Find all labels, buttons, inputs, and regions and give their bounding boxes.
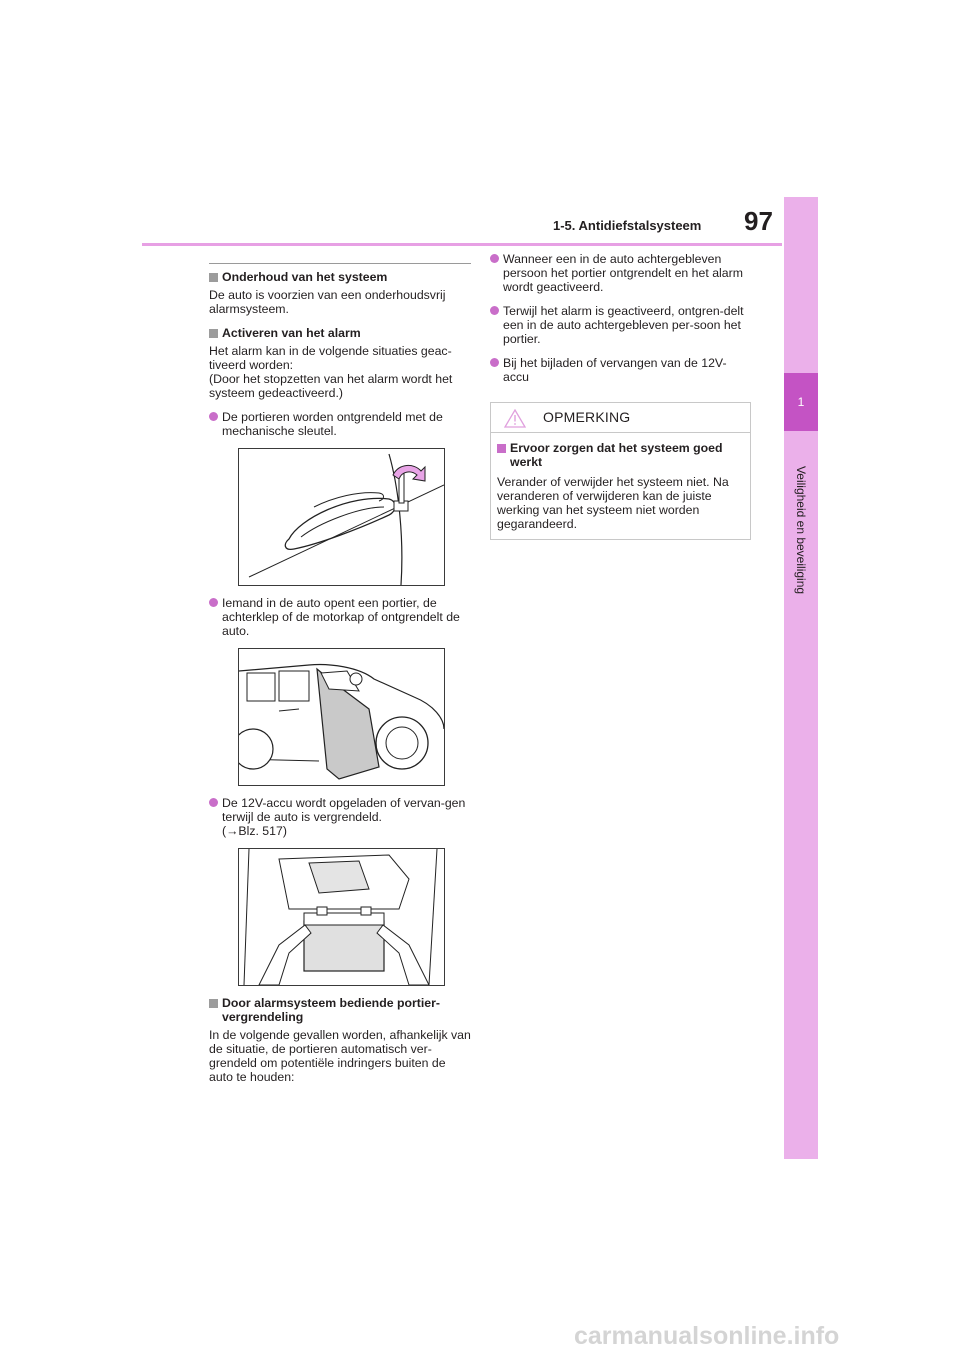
door-handle-svg — [239, 449, 444, 585]
bullet-someone-opens-door — [209, 596, 471, 638]
paragraph-activate-alarm — [209, 344, 471, 400]
notice-header — [491, 403, 750, 433]
door-handle-key-illustration — [238, 448, 445, 586]
heading-text: Ervoor zorgen dat het systeem goed werkt — [510, 441, 723, 469]
bullet-text: Bij het bijladen of vervangen van de 12V-accu — [503, 356, 727, 384]
bullet-text: Terwijl het alarm is geactiveerd, ontgren-delt een in de auto achtergebleven per-soon het portier. — [503, 304, 744, 346]
notice-body — [491, 433, 750, 539]
bullet-battery-charging — [209, 796, 471, 838]
left-column — [209, 263, 471, 1094]
bullet-text: Iemand in de auto opent een portier, de achterklep of de motorkap of ontgrendelt de auto. — [222, 596, 460, 638]
round-bullet-icon — [209, 412, 218, 421]
paragraph-line: (Door het stopzetten van het alarm wordt het systeem gedeactiveerd.) — [209, 372, 453, 400]
chapter-number-tab: 1 — [784, 373, 818, 431]
square-bullet-icon — [209, 329, 218, 338]
page-number: 97 — [744, 206, 773, 236]
chapter-label: Veiligheid en beveiliging — [794, 465, 808, 595]
paragraph-line: Het alarm kan in de volgende situaties geac-tiveerd worden: — [209, 344, 452, 372]
page-reference: (→Blz. 517) — [222, 824, 287, 838]
car-door-svg — [239, 649, 444, 785]
section-title: 1-5. Antidiefstalsysteem — [553, 218, 702, 233]
bullet-text: Wanneer een in de auto achtergebleven persoon het portier ontgrendelt en het alarm wordt geactiveerd. — [503, 252, 743, 294]
right-column — [490, 252, 752, 394]
round-bullet-icon — [490, 254, 499, 263]
round-bullet-icon — [490, 358, 499, 367]
bullet-battery — [490, 356, 752, 384]
round-bullet-icon — [490, 306, 499, 315]
bullet-occupant-unlocks — [490, 252, 752, 294]
square-bullet-icon — [209, 999, 218, 1008]
notice-text: Verander of verwijder het systeem niet. Na veranderen of verwijderen kan de juiste werking van het systeem niet worden gegarandeerd. — [497, 475, 729, 531]
chapter-side-tab — [784, 197, 818, 1159]
round-bullet-icon — [209, 598, 218, 607]
round-bullet-icon — [209, 798, 218, 807]
battery-svg — [239, 849, 444, 985]
notice-title: OPMERKING — [543, 409, 631, 425]
watermark: carmanualsonline.info — [574, 1322, 840, 1350]
warning-triangle-icon — [504, 409, 526, 428]
header-rule — [142, 243, 782, 246]
heading-activate-alarm — [209, 326, 471, 340]
paragraph-maintenance: De auto is voorzien van een onderhoudsvrij alarmsysteem. — [209, 288, 446, 316]
battery-replacement-illustration — [238, 848, 445, 986]
notice-box — [490, 402, 751, 540]
bullet-text: De 12V-accu wordt opgeladen of vervan-gen terwijl de auto is vergrendeld. — [222, 796, 466, 824]
car-open-door-illustration — [238, 648, 445, 786]
column-rule — [209, 263, 471, 264]
heading-alarm-door-lock — [209, 996, 471, 1024]
heading-text: Onderhoud van het systeem — [222, 270, 388, 284]
bullet-occupant-unlocks-active — [490, 304, 752, 346]
heading-maintenance — [209, 270, 471, 284]
square-bullet-icon — [209, 273, 218, 282]
square-bullet-icon — [497, 444, 506, 453]
bullet-text: De portieren worden ontgrendeld met de mechanische sleutel. — [222, 410, 443, 438]
paragraph-alarm-door-lock: In de volgende gevallen worden, afhankelijk van de situatie, de portieren automatisch ver-grendeld om potentiële indringers buiten de auto te houden: — [209, 1028, 471, 1084]
notice-heading — [497, 441, 744, 469]
heading-text: Activeren van het alarm — [222, 326, 361, 340]
heading-text: Door alarmsysteem bediende portier-vergrendeling — [222, 996, 440, 1024]
bullet-mechanical-key — [209, 410, 471, 438]
